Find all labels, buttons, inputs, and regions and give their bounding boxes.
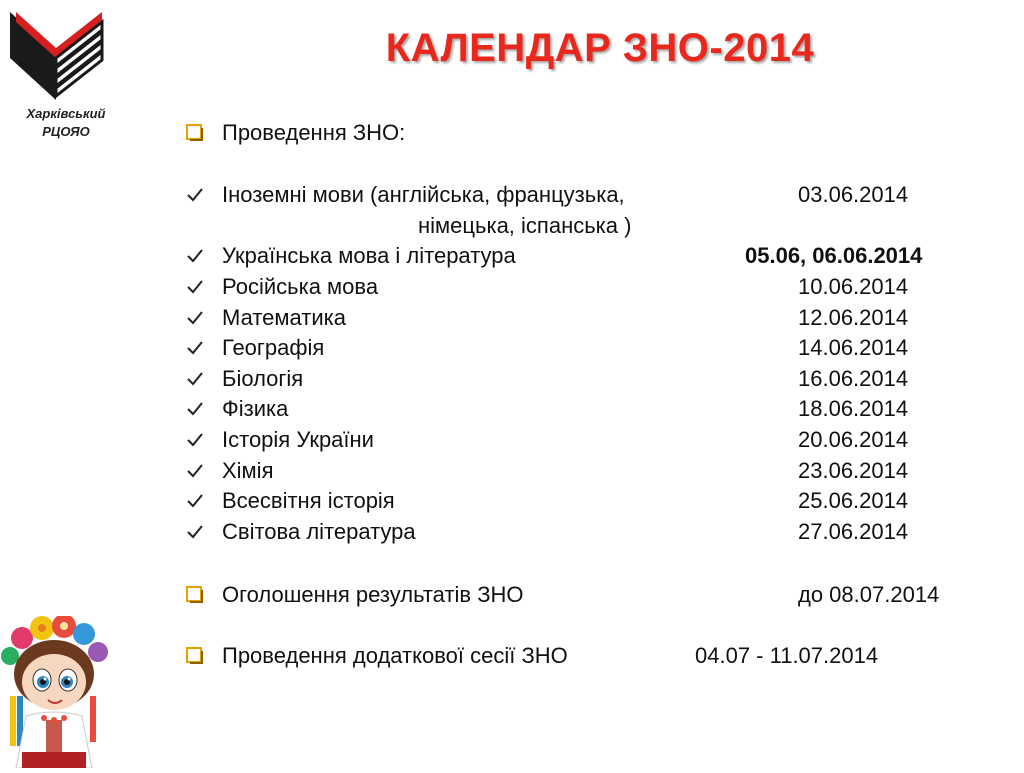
section-holding <box>0 118 1024 148</box>
checkmark-icon <box>186 180 208 210</box>
exam-date: 18.06.2014 <box>798 396 909 421</box>
exam-subject: Хімія <box>222 458 274 483</box>
square-bullet-icon <box>186 118 208 148</box>
checkmark-icon <box>186 394 208 424</box>
results-date: до 08.07.2014 <box>798 582 940 607</box>
list-item <box>0 394 1024 424</box>
exam-subject: Історія України <box>222 427 374 452</box>
list-item <box>0 303 1024 333</box>
page-title: КАЛЕНДАР ЗНО-2014 <box>385 26 815 70</box>
extra-session-label: Проведення додаткової сесії ЗНО <box>222 643 568 668</box>
checkmark-icon <box>186 272 208 302</box>
exam-date: 23.06.2014 <box>798 458 909 483</box>
mascot-girl-illustration <box>0 616 112 768</box>
list-item <box>0 425 1024 455</box>
exam-subject: Біологія <box>222 366 304 391</box>
checkmark-icon <box>186 517 208 547</box>
exam-date: 25.06.2014 <box>798 488 909 513</box>
exam-subject: Світова література <box>222 519 416 544</box>
extra-session-date: 04.07 - 11.07.2014 <box>695 643 879 668</box>
exam-subject-continuation: німецька, іспанська ) <box>418 213 632 238</box>
list-item <box>0 456 1024 486</box>
results-label: Оголошення результатів ЗНО <box>222 582 524 607</box>
section-extra-session <box>0 641 1024 671</box>
exam-date: 16.06.2014 <box>798 366 909 391</box>
list-item <box>0 272 1024 302</box>
exam-subject: Математика <box>222 305 346 330</box>
exam-subject: Українська мова і література <box>222 243 516 268</box>
square-bullet-icon <box>186 580 208 610</box>
checkmark-icon <box>186 241 208 271</box>
checkmark-icon <box>186 425 208 455</box>
section-results <box>0 580 1024 610</box>
exam-subject: Іноземні мови (англійська, французька, <box>222 182 625 207</box>
exam-subject: Всесвітня історія <box>222 488 395 513</box>
checkmark-icon <box>186 364 208 394</box>
exam-date: 05.06, 06.06.2014 <box>745 243 923 268</box>
section-holding-label: Проведення ЗНО: <box>222 120 406 145</box>
exam-date: 14.06.2014 <box>798 335 909 360</box>
checkmark-icon <box>186 333 208 363</box>
list-item-continuation <box>0 211 1024 241</box>
logo-caption-org: РЦОЯО <box>42 124 90 139</box>
checkmark-icon <box>186 456 208 486</box>
checkmark-icon <box>186 303 208 333</box>
exam-subject: Географія <box>222 335 325 360</box>
exam-date: 03.06.2014 <box>798 182 909 207</box>
list-item <box>0 180 1024 210</box>
book-logo-icon <box>6 8 110 104</box>
list-item <box>0 241 1024 271</box>
list-item <box>0 333 1024 363</box>
exam-date: 12.06.2014 <box>798 305 909 330</box>
exam-date: 27.06.2014 <box>798 519 909 544</box>
logo-caption-city: Харківський <box>26 106 106 121</box>
checkmark-icon <box>186 486 208 516</box>
exam-subject: Фізика <box>222 396 289 421</box>
list-item <box>0 486 1024 516</box>
exam-date: 10.06.2014 <box>798 274 909 299</box>
exam-date: 20.06.2014 <box>798 427 909 452</box>
exam-subject: Російська мова <box>222 274 379 299</box>
list-item <box>0 364 1024 394</box>
square-bullet-icon <box>186 641 208 671</box>
list-item <box>0 517 1024 547</box>
